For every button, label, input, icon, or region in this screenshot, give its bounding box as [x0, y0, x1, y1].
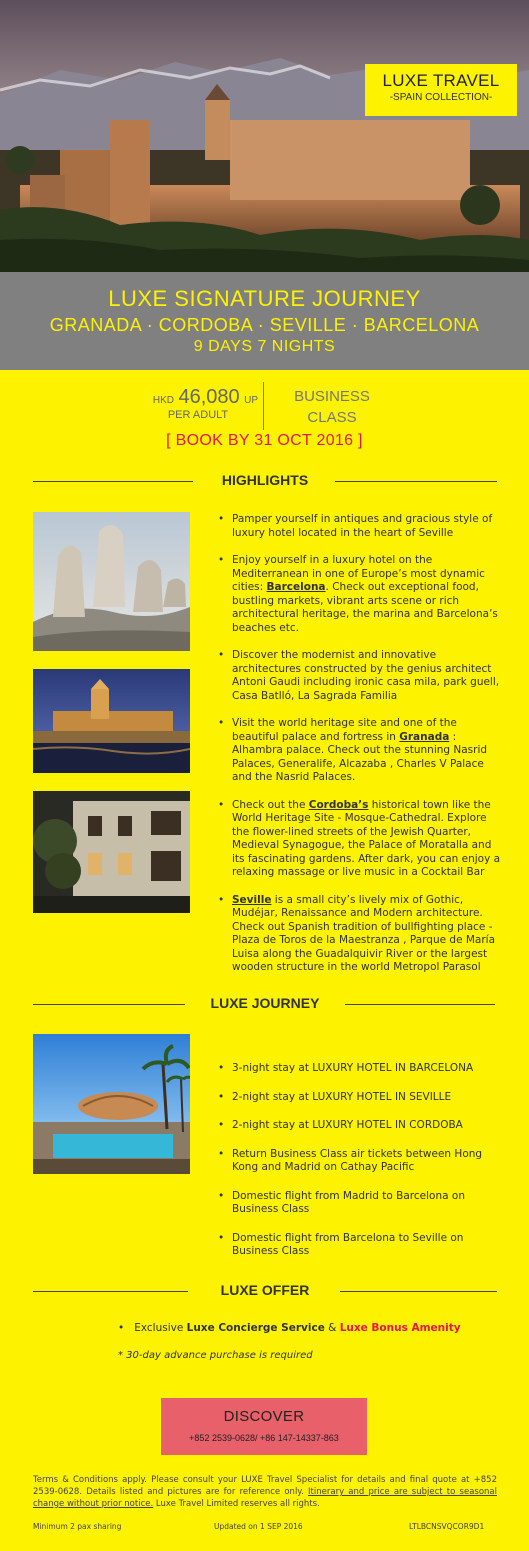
list-item — [216, 799, 502, 880]
offer-pre: Exclusive — [134, 1322, 187, 1334]
cabin-class-line1: BUSINESS — [294, 388, 370, 405]
book-by-deadline: [ BOOK BY 31 OCT 2016 ] — [166, 432, 363, 449]
divider — [340, 1291, 497, 1292]
cabin-class — [272, 386, 392, 428]
highlight-text: Check out the — [232, 798, 309, 811]
alhambra-photo — [0, 0, 529, 272]
list-item: • 2-night stay at LUXURY HOTEL IN SEVILLE — [216, 1091, 502, 1105]
discover-button[interactable] — [161, 1398, 367, 1455]
footer-updated: Updated on 1 SEP 2016 — [214, 1522, 303, 1531]
price-amount: 46,080 — [178, 386, 240, 408]
list-item: • 3-night stay at LUXURY HOTEL IN BARCELONA — [216, 1062, 502, 1076]
list-item: • Domestic flight from Barcelona to Seville on Business Class — [216, 1232, 502, 1259]
highlights-heading — [0, 472, 529, 492]
highlight-text: is a small city’s lively mix of Gothic, Mudéjar, Renaissance and Modern architecture. Check out Spanish tradition of bullfighting place - Plaza de Toros de la Maestranza , Parque de María Luisa along the Guadalquivir River or the largest wooden structure in the world Metropol Parasol — [232, 893, 496, 973]
photo-cordoba-night — [33, 669, 190, 773]
footer-code: LTLBCNSVQCOR9D1 — [409, 1522, 485, 1531]
list-item — [216, 894, 502, 975]
divider — [33, 1004, 185, 1005]
terms-post: Luxe Travel Limited reserves all rights. — [153, 1499, 320, 1509]
photo-barcelona-pool — [33, 1034, 190, 1174]
cabin-class-line2: CLASS — [307, 409, 357, 426]
advance-purchase-note: * 30-day advance purchase is required — [118, 1350, 313, 1361]
terms-pre: Terms & Conditions apply. Please consult your LUXE Travel Specialist for details and final quote at +852 2539-0628. Details listed and pictures are for reference only. — [33, 1475, 497, 1497]
offer-bullet: • — [118, 1322, 125, 1334]
divider — [345, 1004, 495, 1005]
barcelona-link[interactable]: Barcelona — [266, 581, 326, 593]
concierge-service: Luxe Concierge Service — [186, 1322, 325, 1334]
luxe-journey-heading — [0, 995, 529, 1015]
journey-title: LUXE SIGNATURE JOURNEY — [108, 286, 421, 311]
highlight-text: Pamper yourself in antiques and gracious style of luxury hotel located in the heart of Seville — [232, 513, 493, 539]
price-block — [0, 378, 529, 428]
offer-line — [118, 1322, 461, 1334]
highlights-title: HIGHLIGHTS — [221, 472, 309, 488]
contact-phones: +852 2539-0628/ +86 147-14337-863 — [189, 1433, 339, 1443]
discover-label[interactable]: DISCOVER — [223, 1408, 305, 1425]
offer-amp: & — [324, 1322, 340, 1334]
list-item: • Domestic flight from Madrid to Barcelona on Business Class — [216, 1190, 502, 1217]
price-per: PER ADULT — [167, 409, 229, 421]
divider — [335, 481, 497, 482]
highlight-text: historical town like the World Heritage Site - Mosque-Cathedral. Explore the flower-lined streets of the Jewish Quarter, Medieval Synagogue, the Palace of Moratalla and its fascinating gardens. After dark, you can enjoy a relaxing massage or live music in a Cocktail Bar — [232, 798, 501, 878]
cordoba-link[interactable]: Cordoba’s — [308, 798, 369, 811]
list-item — [216, 649, 502, 703]
bonus-amenity: Luxe Bonus Amenity — [339, 1322, 461, 1334]
photo-casa-mila — [33, 512, 190, 651]
list-item — [216, 554, 502, 635]
price-divider — [263, 382, 264, 430]
journey-cities: GRANADA · CORDOBA · SEVILLE · BARCELONA — [49, 315, 480, 335]
luxe-offer-heading — [0, 1282, 529, 1302]
highlight-text: : Alhambra palace. Check out the stunning Nasrid Palaces, Generalife, Alcazaba , Charles V Palace and the Nasrid Palaces. — [232, 730, 488, 783]
highlight-text: Discover the modernist and innovative architectures constructed by the genius architect Antoni Gaudi including ironic casa mila, park guell, Casa Batlló, La Sagrada Familia — [232, 649, 500, 702]
terms-price-notice: Itinerary and price are subject to seasonal change without prior notice. — [33, 1487, 497, 1509]
list-item: • Return Business Class air tickets between Hong Kong and Madrid on Cathay Pacific — [216, 1148, 502, 1175]
luxe-journey-list — [216, 1062, 502, 1259]
journey-duration: 9 DAYS 7 NIGHTS — [193, 338, 336, 355]
luxe-offer-title: LUXE OFFER — [220, 1282, 310, 1298]
price-currency: HKD — [152, 395, 175, 406]
list-item — [216, 717, 502, 785]
journey-banner — [0, 272, 529, 370]
highlight-text: Visit the world heritage site and one of the beautiful palace and fortress in — [232, 717, 457, 743]
divider — [33, 481, 193, 482]
highlight-text: . Check out exceptional food, bustling markets, vibrant arts scene or rich architectural heritage, the marina and Barcelona’s beaches etc. — [232, 581, 498, 634]
granada-link[interactable]: Granada — [399, 730, 450, 743]
luxe-journey-title: LUXE JOURNEY — [210, 995, 320, 1011]
brand-subtitle: -SPAIN COLLECTION- — [389, 92, 493, 103]
photo-hotel-courtyard — [33, 791, 190, 913]
brand-title: LUXE TRAVEL — [382, 71, 500, 90]
list-item — [216, 513, 502, 540]
price-suffix: UP — [244, 395, 258, 406]
footer-min-pax: Minimum 2 pax sharing — [33, 1522, 122, 1531]
hero-image — [0, 0, 529, 272]
list-item: • 2-night stay at LUXURY HOTEL IN CORDOBA — [216, 1119, 502, 1133]
brand-badge — [365, 64, 517, 116]
divider — [33, 1291, 188, 1292]
highlights-list — [216, 513, 502, 975]
highlight-text: Enjoy yourself in a luxury hotel on the Mediterranean in one of Europe’s most dynamic cities: — [232, 554, 485, 593]
terms-text — [33, 1474, 497, 1510]
seville-link[interactable]: Seville — [232, 893, 272, 906]
